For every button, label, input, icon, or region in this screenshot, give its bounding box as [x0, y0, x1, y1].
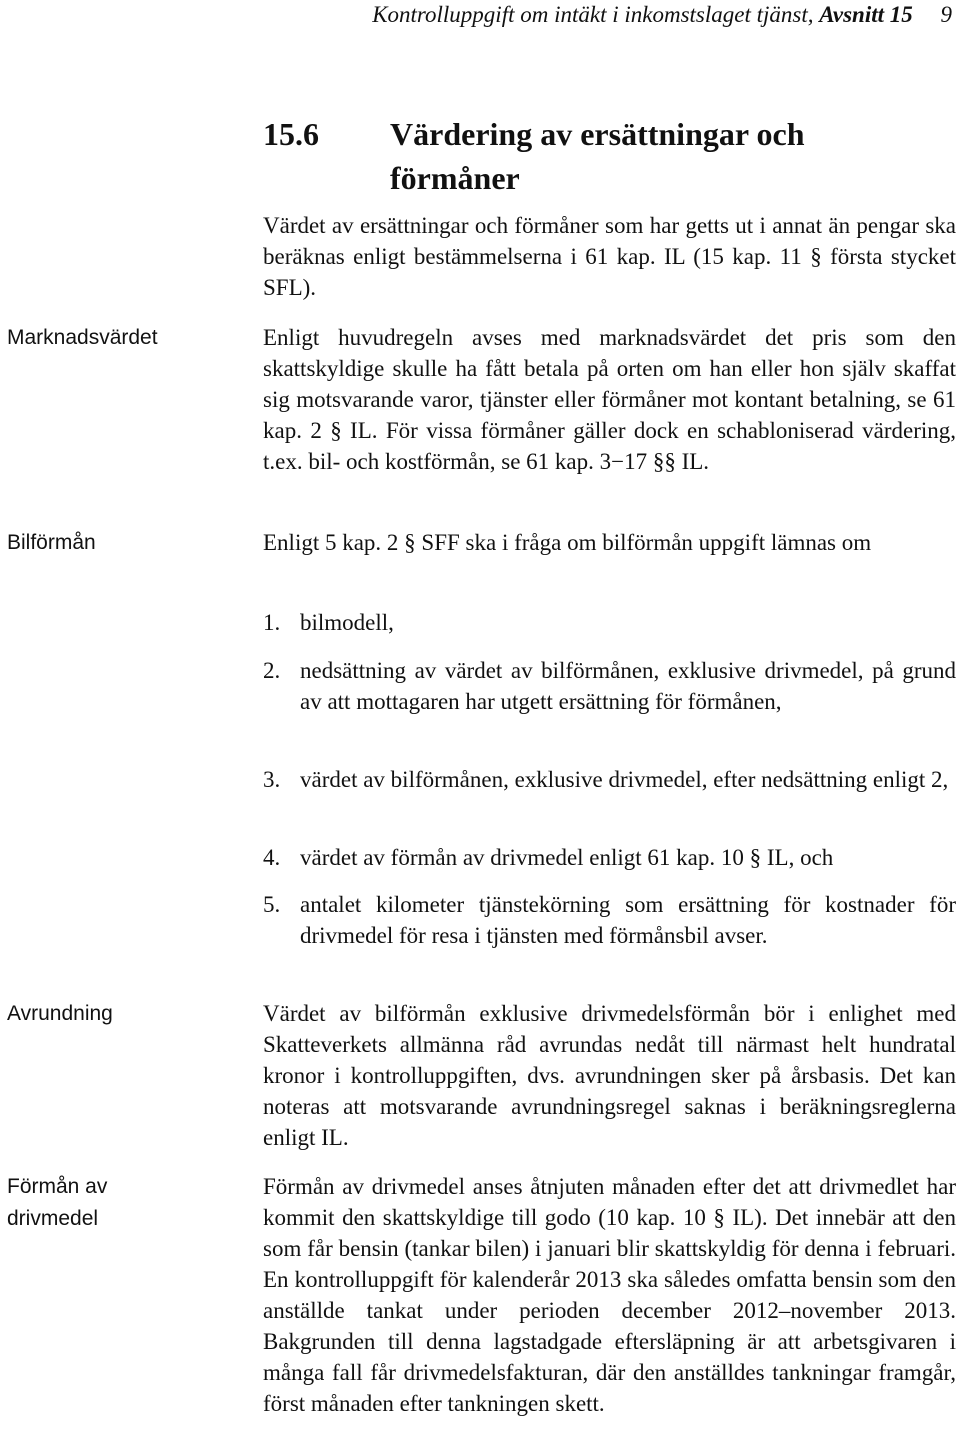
sidebar-label-line2: drivmedel — [7, 1207, 99, 1230]
header-title: Kontrolluppgift om intäkt i inkomstslaget tjänst, — [372, 2, 814, 27]
list-text: bilmodell, — [300, 610, 394, 635]
intro-paragraph: Värdet av ersättningar och förmåner som har getts ut i annat än pengar ska beräknas enligt bestämmelserna i 61 kap. IL (15 kap. 11 § första stycket SFL). — [263, 213, 956, 300]
section-heading — [263, 112, 956, 200]
sidebar-label-bilforman: Bilförmån — [7, 531, 96, 554]
page-number: 9 — [940, 2, 952, 27]
heading-number: 15.6 — [263, 116, 319, 152]
sidebar-label-avrundning: Avrundning — [7, 1002, 113, 1025]
list-item — [263, 607, 956, 638]
drivmedel-paragraph: Förmån av drivmedel anses åtnjuten månaden efter det att drivmedlet har kommit den skattskyldige till godo (10 kap. 10 § IL). Det innebär att den som får bensin (tankar bilen) i januari blir skattskyldig för denna i februari. En kontrolluppgift för kalenderår 2013 ska således omfatta bensin som den anställde tankat under perioden december 2012–november 2013. Bakgrunden till denna lagstadgade eftersläpning är att arbetsgivaren i många fall får drivmedelsfakturan, där den anställdes tankningar framgår, först månaden efter tankningen skett. — [263, 1174, 956, 1416]
list-item — [263, 655, 956, 717]
bilforman-intro-paragraph: Enligt 5 kap. 2 § SFF ska i fråga om bilförmån uppgift lämnas om — [263, 530, 872, 555]
sidebar-label-forman-av-drivmedel — [7, 1171, 247, 1235]
list-number: 5. — [263, 892, 281, 917]
list-item — [263, 889, 956, 951]
list-item — [263, 842, 956, 873]
list-text: nedsättning av värdet av bilförmånen, exklusive drivmedel, på grund av att mottagaren har utgett ersättning för förmånen, — [300, 658, 956, 714]
list-number: 3. — [263, 767, 281, 792]
list-text: värdet av förmån av drivmedel enligt 61 kap. 10 § IL, och — [300, 845, 834, 870]
list-text: antalet kilometer tjänstekörning som ersättning för kostnader för drivmedel för resa i tjänsten med förmånsbil avser. — [300, 892, 956, 948]
heading-text-line1: Värdering av ersättningar och — [390, 116, 805, 152]
page-header — [0, 0, 952, 30]
list-text: värdet av bilförmånen, exklusive drivmedel, efter nedsättning enligt 2, — [300, 767, 949, 792]
list-number: 4. — [263, 845, 281, 870]
sidebar-label-line1: Förmån av — [7, 1175, 108, 1198]
avrundning-paragraph: Värdet av bilförmån exklusive drivmedelsförmån bör i enlighet med Skatteverkets allmänna råd avrundas nedåt till närmast helt hundratal kronor i kontrolluppgiften, dvs. avrundningen sker på årsbasis. Det kan noteras att motsvarande avrundningsregel saknas i beräkningsreglerna enligt IL. — [263, 1001, 956, 1150]
list-number: 2. — [263, 658, 281, 683]
sidebar-label-marknadsvardet: Marknadsvärdet — [7, 326, 158, 349]
list-number: 1. — [263, 610, 281, 635]
header-section: Avsnitt 15 — [819, 2, 913, 27]
list-item — [263, 764, 956, 795]
heading-text-line2: förmåner — [390, 160, 520, 196]
marknadsvardet-paragraph: Enligt huvudregeln avses med marknadsvärdet det pris som den skattskyldige skulle ha fått betala på orten om han eller hon själv skaffat sig motsvarande varor, tjänster eller förmåner mot kontant betalning, se 61 kap. 2 § IL. För vissa förmåner gäller dock en schabloniserad värdering, t.ex. bil- och kostförmån, se 61 kap. 3−17 §§ IL. — [263, 325, 956, 474]
